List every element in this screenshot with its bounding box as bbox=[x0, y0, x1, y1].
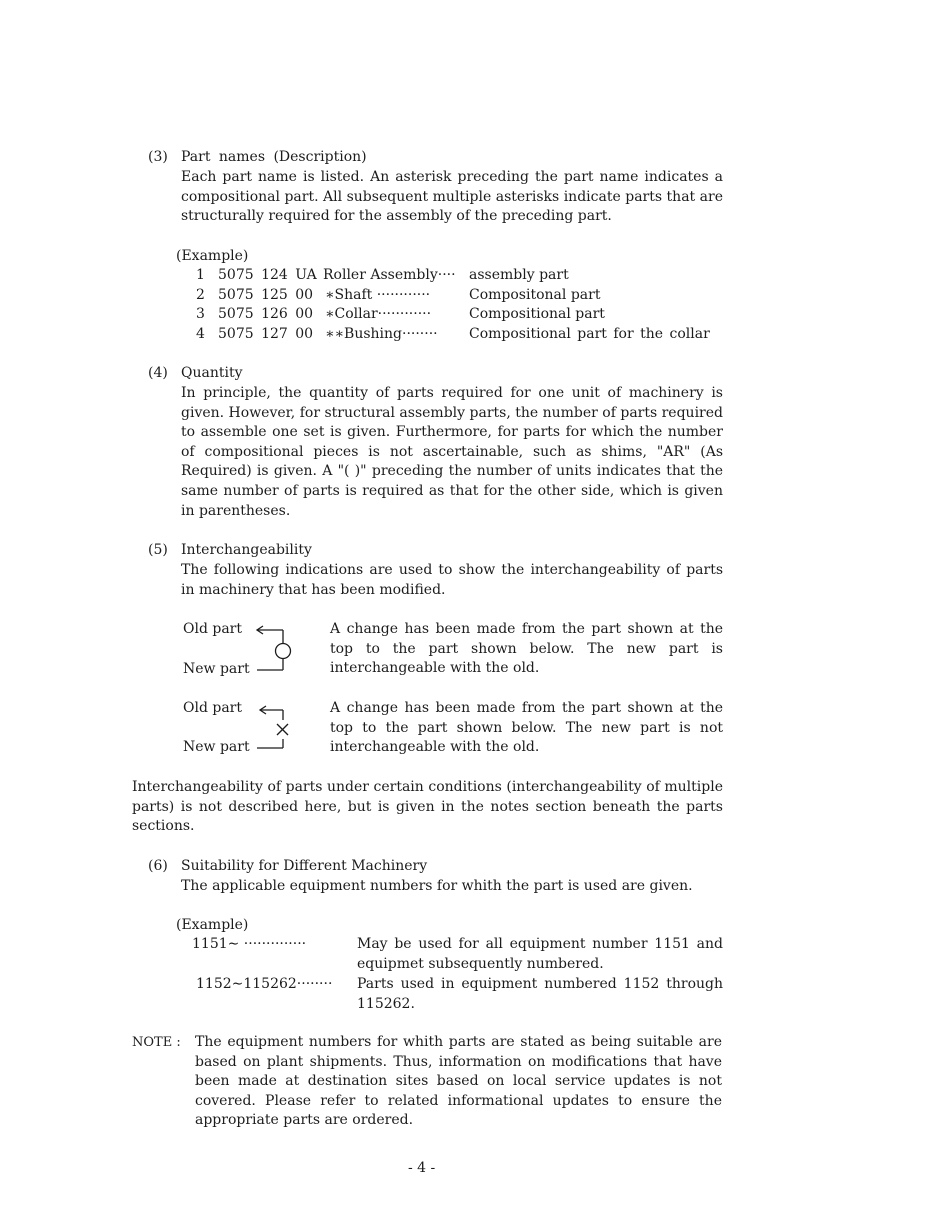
suitability-text: May be used for all equipment number 1151 and equipmet subsequently numbered. bbox=[357, 936, 723, 972]
example-row-no: 1 bbox=[196, 267, 205, 283]
section4-title: Quantity bbox=[181, 365, 243, 381]
example-row-code: 5075 125 00 bbox=[218, 287, 314, 303]
example-row-1 bbox=[0, 266, 926, 286]
example-row-desc: Compositional part bbox=[469, 306, 605, 322]
old-part-label: Old part bbox=[183, 621, 242, 637]
section5-number: (5) bbox=[148, 542, 168, 558]
section3-title: Part names (Description) bbox=[181, 149, 367, 165]
suitability-text: Parts used in equipment numbered 1152 through 115262. bbox=[357, 976, 723, 1012]
not-interchangeable-text: A change has been made from the part shown at the top to the part shown below. The new part is not interchangeable with the old. bbox=[330, 700, 723, 756]
interchangeable-circle-icon bbox=[255, 622, 295, 678]
page-number: - 4 - bbox=[408, 1160, 436, 1176]
example-row-name: ∗∗Bushing········ bbox=[325, 326, 438, 342]
section6-example-label: (Example) bbox=[176, 917, 249, 933]
example-row-name: ∗Shaft ············ bbox=[325, 287, 431, 303]
example-row-no: 4 bbox=[196, 326, 205, 342]
section6-text: The applicable equipment numbers for whith the part is used are given. bbox=[181, 878, 693, 894]
suitability-code: 1152∼115262········ bbox=[196, 976, 333, 992]
example-row-desc: Compositonal part bbox=[469, 287, 601, 303]
section4-text: In principle, the quantity of parts required for one unit of machinery is given. However, for structural assembly parts, the number of parts required to assemble one set is given. Furthermore, for parts for which the number of compositional pieces is not ascertainable, such as shims, "AR" (As Required) is given. A "( )" preceding the number of units indicates that the same number of parts is required as that for the other side, which is given in parentheses. bbox=[181, 385, 723, 519]
section6-number: (6) bbox=[148, 858, 168, 874]
old-part-label: Old part bbox=[183, 700, 242, 716]
example-row-4 bbox=[0, 325, 926, 345]
section3-number: (3) bbox=[148, 149, 168, 165]
interchangeable-text: A change has been made from the part shown at the top to the part shown below. The new part is interchangeable with the old. bbox=[330, 621, 723, 677]
example-row-desc: Compositional part for the collar bbox=[469, 326, 710, 342]
example-row-code: 5075 126 00 bbox=[218, 306, 314, 322]
suitability-code: 1151∼ ·············· bbox=[192, 936, 307, 952]
example-row-no: 2 bbox=[196, 287, 205, 303]
example-row-no: 3 bbox=[196, 306, 205, 322]
example-row-name: ∗Collar············ bbox=[325, 306, 432, 322]
example-row-code: 5075 124 UA bbox=[218, 267, 317, 283]
note-text: The equipment numbers for whith parts are stated as being suitable are based on plant shipments. Thus, information on modifications that have been made at destination sites based on local service updates is not covered. Please refer to related informational updates to ensure the appropriate parts are ordered. bbox=[195, 1034, 722, 1129]
section3-text: Each part name is listed. An asterisk preceding the part name indicates a compositional part. All subsequent multiple asterisks indicate parts that are structurally required for the assembly of the preceding part. bbox=[181, 169, 723, 225]
example-row-3 bbox=[0, 305, 926, 325]
section6-title: Suitability for Different Machinery bbox=[181, 858, 428, 874]
example-row-desc: assembly part bbox=[469, 267, 569, 283]
example-row-name: Roller Assembly···· bbox=[323, 267, 456, 283]
interchange-note: Interchangeability of parts under certain conditions (interchangeability of multiple parts) is not described here, but is given in the notes section beneath the parts sections. bbox=[132, 779, 723, 835]
new-part-label: New part bbox=[183, 661, 250, 677]
example-row-2 bbox=[0, 286, 926, 306]
not-interchangeable-cross-icon bbox=[255, 701, 295, 757]
example-row-code: 5075 127 00 bbox=[218, 326, 314, 342]
section4-number: (4) bbox=[148, 365, 168, 381]
section5-text: The following indications are used to show the interchangeability of parts in machinery that has been modified. bbox=[181, 562, 723, 598]
section3-example-label: (Example) bbox=[176, 248, 249, 264]
note-label: NOTE : bbox=[132, 1035, 181, 1050]
new-part-label: New part bbox=[183, 739, 250, 755]
section5-title: Interchangeability bbox=[181, 542, 312, 558]
